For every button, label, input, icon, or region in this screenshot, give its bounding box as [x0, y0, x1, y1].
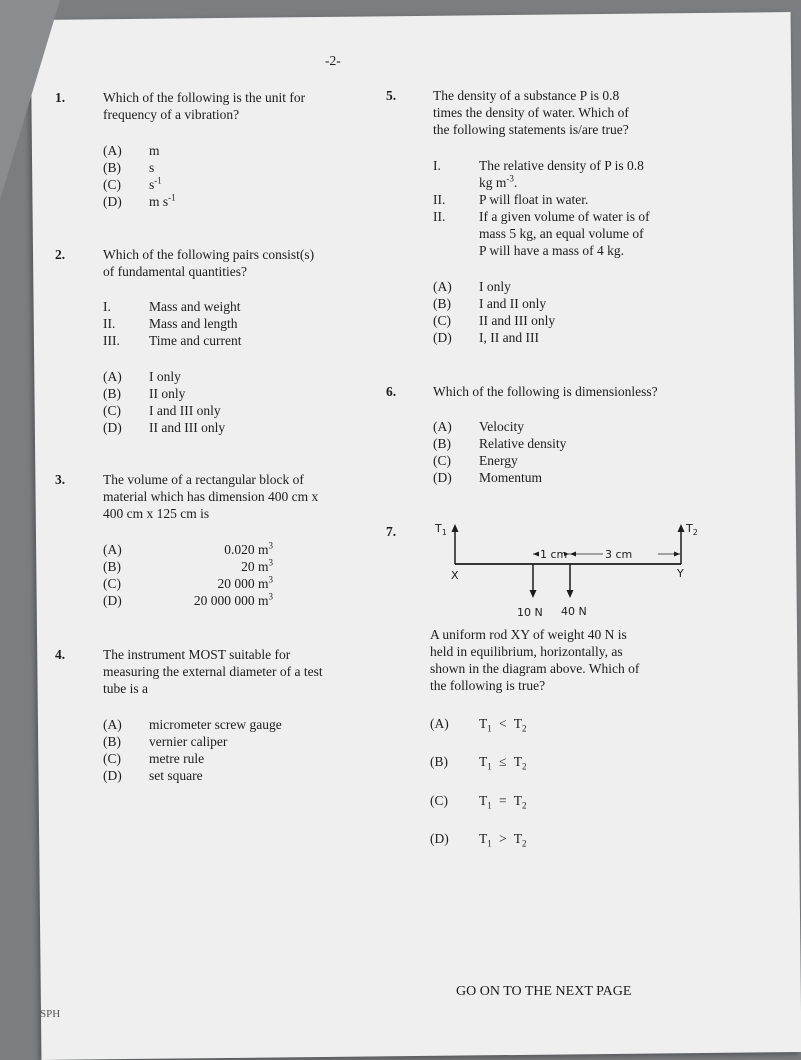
- dimension-arrow: [674, 552, 680, 557]
- option-a[interactable]: (A) m: [103, 143, 160, 158]
- option-b[interactable]: (B) vernier caliper: [103, 734, 228, 749]
- question-text: Which of the following pairs consist(s): [103, 247, 315, 262]
- option-c[interactable]: (C) metre rule: [103, 751, 205, 766]
- question-text: A uniform rod XY of weight 40 N is: [430, 627, 627, 642]
- option-b[interactable]: (B) 20 $m^3$: [103, 557, 273, 574]
- question-text: of fundamental quantities?: [103, 264, 247, 279]
- force-40n-label: 40 N: [561, 605, 587, 618]
- question-text: Which of the following is the unit for: [103, 90, 306, 105]
- tension-1-arrowhead: [452, 524, 459, 532]
- end-x-label: X: [451, 569, 459, 582]
- question-number: 5.: [386, 88, 397, 103]
- option-b[interactable]: (B) I and II only: [433, 296, 547, 311]
- question-text: Which of the following is dimensionless?: [433, 384, 658, 399]
- length-2-label: 3 cm: [605, 548, 633, 561]
- statement-2: II. Mass and length: [103, 316, 238, 331]
- rod-diagram: [433, 518, 698, 622]
- option-c[interactable]: (C) II and III only: [433, 313, 556, 328]
- statement-1: I. Mass and weight: [103, 299, 241, 314]
- dimension-arrow: [570, 552, 576, 557]
- page-stamp: SPH: [40, 1008, 61, 1020]
- statement-1: I. The relative density of P is 0.8: [433, 158, 644, 173]
- option-a[interactable]: (A) I only: [433, 279, 511, 294]
- question-text: The instrument MOST suitable for: [103, 647, 291, 662]
- option-a[interactable]: (A) $T_1 < T_2$: [430, 716, 527, 734]
- statement-3-cont: P will have a mass of 4 kg.: [479, 243, 624, 258]
- question-text: measuring the external diameter of a test: [103, 664, 323, 679]
- option-c[interactable]: (C) Energy: [433, 453, 518, 468]
- option-a[interactable]: (A) micrometer screw gauge: [103, 717, 282, 732]
- question-text: the following is true?: [430, 678, 546, 693]
- tension-2-arrowhead: [678, 524, 685, 532]
- option-c[interactable]: (C) $s^{-1}$: [103, 175, 162, 192]
- question-text: 400 cm x 125 cm is: [103, 506, 210, 521]
- option-a[interactable]: (A) I only: [103, 369, 181, 384]
- option-d[interactable]: (D) m $s^{-1}$: [103, 192, 176, 209]
- option-b[interactable]: (B) Relative density: [433, 436, 567, 451]
- question-number: 7.: [386, 524, 397, 539]
- question-text: tube is a: [103, 681, 148, 696]
- option-d[interactable]: (D) set square: [103, 768, 203, 783]
- question-text: shown in the diagram above. Which of: [430, 661, 640, 676]
- question-text: The volume of a rectangular block of: [103, 472, 304, 487]
- question-number: 3.: [55, 472, 66, 487]
- option-a[interactable]: (A) Velocity: [433, 419, 524, 434]
- tension-2-label: $T_2$: [686, 522, 698, 537]
- option-c[interactable]: (C) I and III only: [103, 403, 221, 418]
- force-40n-arrowhead: [567, 590, 574, 598]
- option-d[interactable]: (D) $T_1 > T_2$: [430, 831, 527, 849]
- question-number: 4.: [55, 647, 66, 662]
- option-a[interactable]: (A) 0.020 $m^3$: [103, 540, 273, 557]
- page-number: -2-: [325, 53, 341, 68]
- question-number: 2.: [55, 247, 66, 262]
- next-page-footer: GO ON TO THE NEXT PAGE: [456, 984, 632, 999]
- statement-3-cont: mass 5 kg, an equal volume of: [479, 226, 644, 241]
- option-d[interactable]: (D) I, II and III: [433, 330, 539, 345]
- question-text: held in equilibrium, horizontally, as: [430, 644, 623, 659]
- statement-2: II. P will float in water.: [433, 192, 589, 207]
- end-y-label: Y: [677, 567, 684, 580]
- force-10n-label: 10 N: [517, 606, 543, 619]
- statement-3: III. Time and current: [103, 333, 242, 348]
- option-c[interactable]: (C) $T_1 = T_2$: [430, 793, 527, 811]
- question-text: frequency of a vibration?: [103, 107, 240, 122]
- question-number: 6.: [386, 384, 397, 399]
- option-b[interactable]: (B) $T_1 \le T_2$: [430, 754, 527, 772]
- option-b[interactable]: (B) s: [103, 160, 155, 175]
- question-text: the following statements is/are true?: [433, 122, 629, 137]
- question-text: times the density of water. Which of: [433, 105, 629, 120]
- question-number: 1.: [55, 90, 66, 105]
- option-d[interactable]: (D) Momentum: [433, 470, 542, 485]
- option-d[interactable]: (D) 20 000 000 $m^3$: [103, 591, 273, 608]
- force-10n-arrowhead: [530, 590, 537, 598]
- option-b[interactable]: (B) II only: [103, 386, 186, 401]
- tension-1-label: $T_1$: [435, 522, 447, 537]
- statement-3: II. If a given volume of water is of: [433, 209, 650, 224]
- statement-1-cont: kg $m^{-3}$.: [479, 173, 518, 190]
- option-d[interactable]: (D) II and III only: [103, 420, 226, 435]
- question-text: material which has dimension 400 cm x: [103, 489, 319, 504]
- length-1-label: 1 cm: [540, 548, 568, 561]
- question-text: The density of a substance P is 0.8: [433, 88, 620, 103]
- option-c[interactable]: (C) 20 000 $m^3$: [103, 574, 273, 591]
- dimension-arrow: [533, 552, 539, 557]
